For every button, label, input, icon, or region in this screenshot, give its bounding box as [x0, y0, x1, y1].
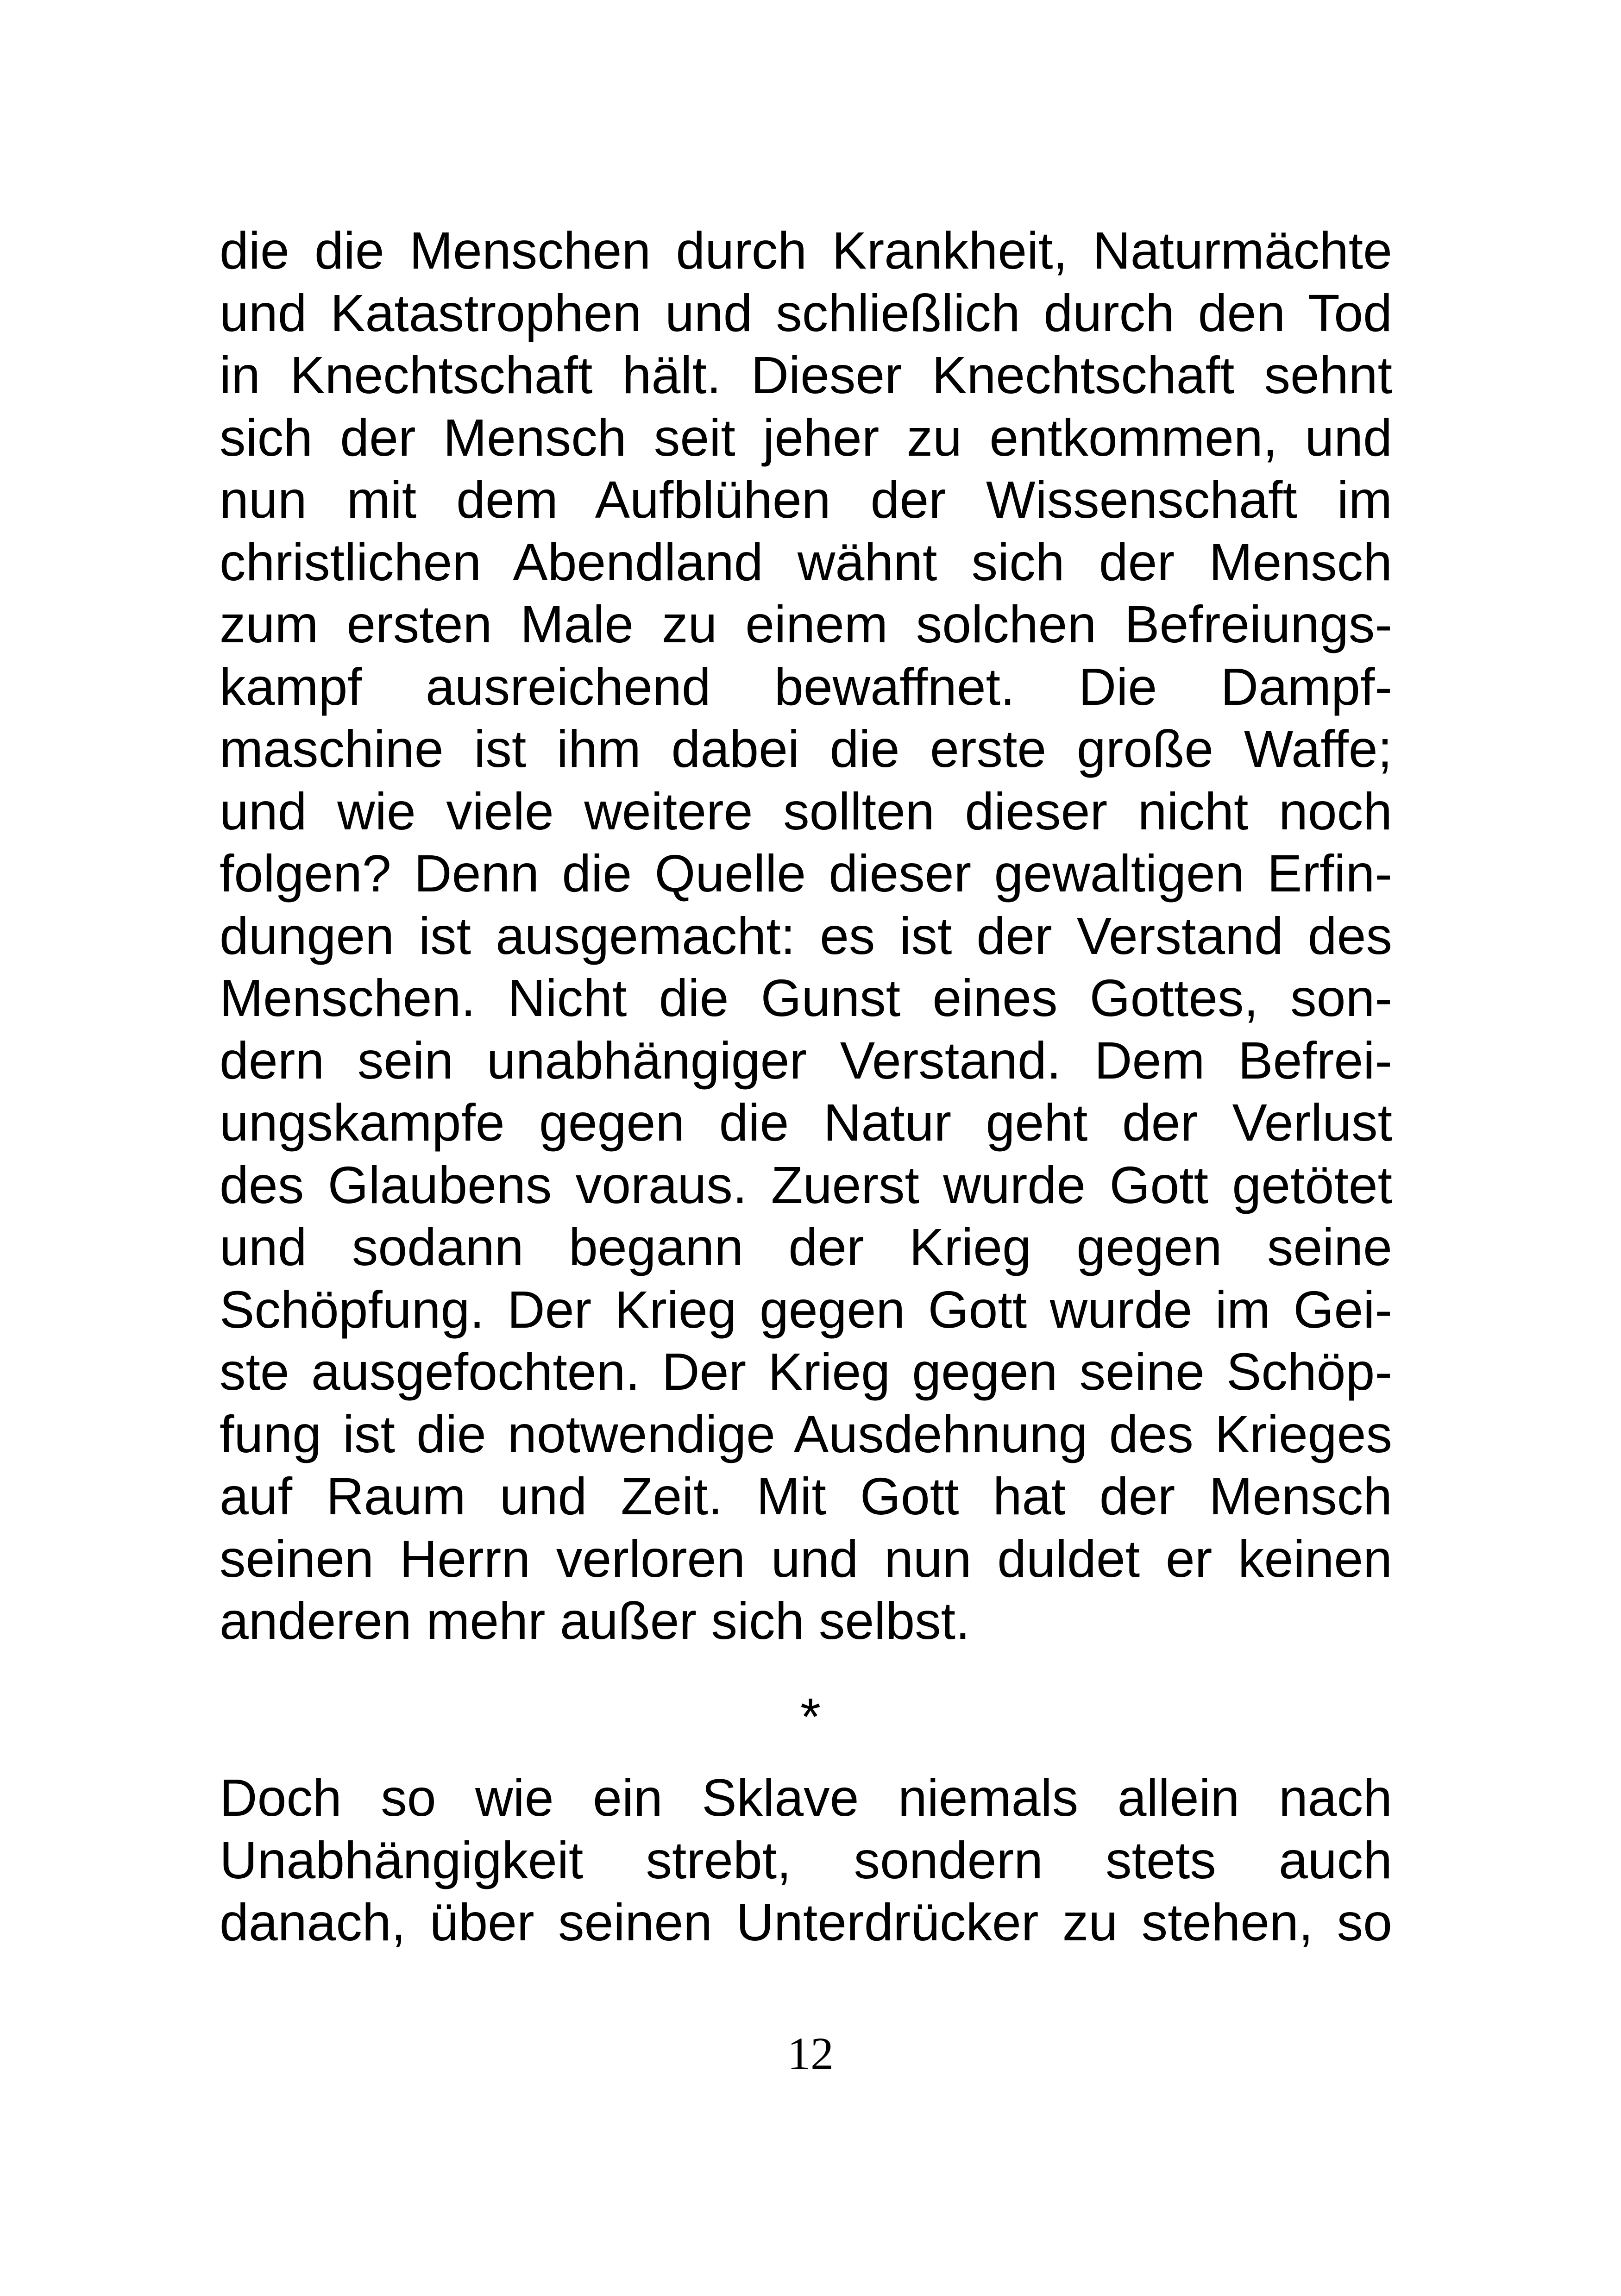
paragraph-1: [220, 220, 1392, 1652]
text-line: christlichen Abendland wähnt sich der Mensch: [220, 533, 1392, 591]
text-line: fung ist die notwendige Ausdehnung des Krieges: [220, 1405, 1392, 1463]
text-line: auf Raum und Zeit. Mit Gott hat der Mensch: [220, 1467, 1392, 1525]
text-line: die die Menschen durch Krankheit, Naturmächte: [220, 221, 1392, 280]
text-line: ungskampfe gegen die Natur geht der Verlust: [220, 1093, 1392, 1152]
paragraph-2: [220, 1767, 1392, 1954]
text-line: zum ersten Male zu einem solchen Befreiungs-: [220, 595, 1392, 653]
text-line: Unabhängigkeit strebt, sondern stets auch: [220, 1831, 1392, 1889]
text-line: maschine ist ihm dabei die erste große Waffe;: [220, 720, 1392, 778]
text-line: folgen? Denn die Quelle dieser gewaltigen Erfin-: [220, 844, 1392, 903]
text-line: nun mit dem Aufblühen der Wissenschaft im: [220, 470, 1392, 529]
text-line: dungen ist ausgemacht: es ist der Verstand des: [220, 906, 1392, 965]
text-line: des Glaubens voraus. Zuerst wurde Gott getötet: [220, 1155, 1392, 1214]
text-line: dern sein unabhängiger Verstand. Dem Befrei-: [220, 1031, 1392, 1090]
text-line: ste ausgefochten. Der Krieg gegen seine Schöp-: [220, 1342, 1392, 1401]
text-line: kampf ausreichend bewaffnet. Die Dampf-: [220, 657, 1392, 716]
text-line: in Knechtschaft hält. Dieser Knechtschaft sehnt: [220, 346, 1392, 404]
text-line: Menschen. Nicht die Gunst eines Gottes, son-: [220, 969, 1392, 1027]
text-line: seinen Herrn verloren und nun duldet er keinen: [220, 1529, 1392, 1588]
page-number: 12: [787, 2028, 834, 2079]
text-line: Doch so wie ein Sklave niemals allein nach: [220, 1769, 1392, 1827]
text-line: anderen mehr außer sich selbst.: [220, 1592, 970, 1650]
text-line: und wie viele weitere sollten dieser nicht noch: [220, 782, 1392, 841]
section-separator: *: [800, 1687, 821, 1746]
text-line: und Katastrophen und schließlich durch den Tod: [220, 283, 1392, 342]
text-line: danach, über seinen Unterdrücker zu stehen, so: [220, 1893, 1392, 1951]
text-line: Schöpfung. Der Krieg gegen Gott wurde im Gei-: [220, 1280, 1392, 1339]
text-line: sich der Mensch seit jeher zu entkommen, und: [220, 408, 1392, 467]
text-line: und sodann begann der Krieg gegen seine: [220, 1218, 1392, 1276]
